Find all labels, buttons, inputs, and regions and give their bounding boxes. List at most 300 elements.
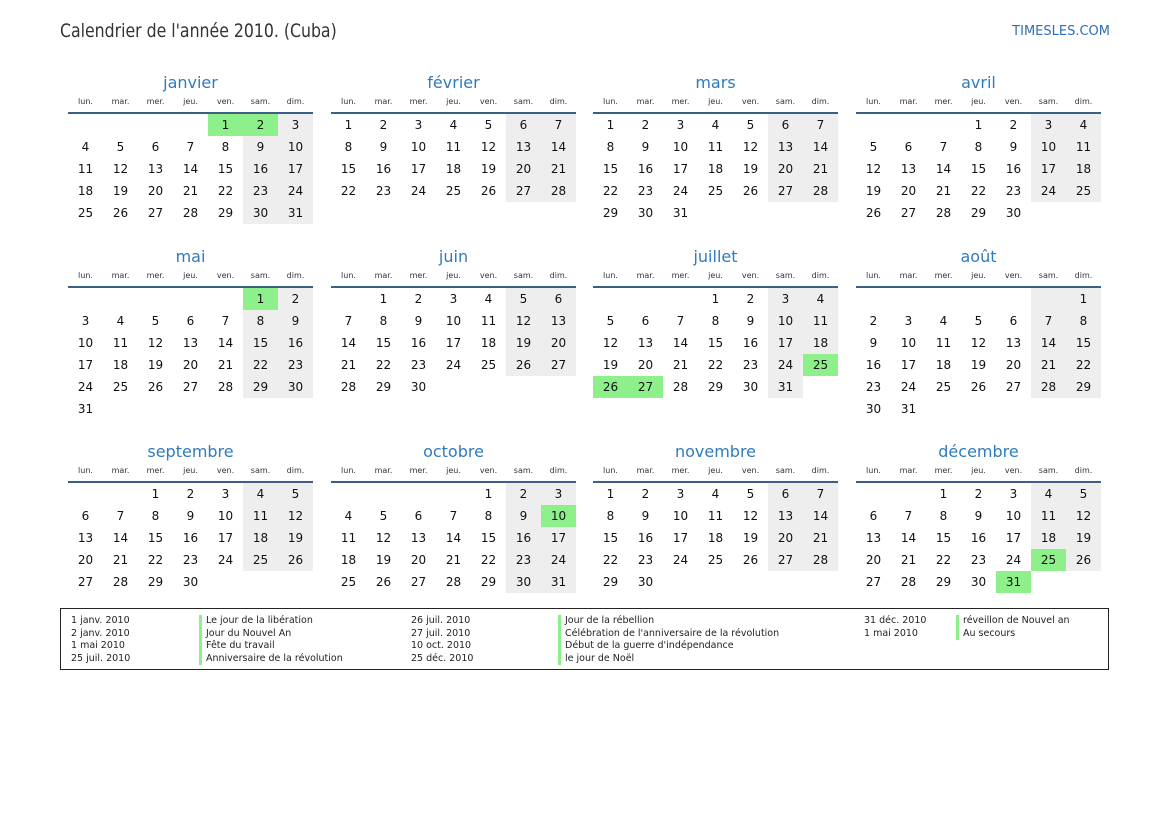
day-cell: 8 [344,140,353,154]
day-cell: 28 [541,180,576,202]
day-cell: 6 [1009,314,1018,328]
month-name: août [960,247,997,266]
day-cell: 27 [77,575,94,589]
legend-date: 1 janv. 2010 [71,615,130,626]
legend-holiday-name: Fête du travail [199,640,343,653]
day-cell: 2 [974,487,983,501]
day-cell: 20 [182,358,199,372]
day-cell: 8 [243,310,278,332]
legend-holiday-name: Au secours [956,628,1070,641]
day-cell: 23 [375,184,392,198]
day-cell: 13 [147,162,164,176]
day-cell: 16 [278,332,313,354]
empty-cell [1031,288,1066,310]
month-name: mai [175,247,206,266]
day-cell: 13 [900,162,917,176]
day-cell: 15 [1066,332,1101,354]
empty-cell [103,114,138,136]
day-cell: 31 [278,202,313,224]
day-cell: 27 [768,549,803,571]
day-cell: 30 [742,380,759,394]
weekday-header: ven. [741,97,760,106]
weekday-header: mar. [111,466,130,475]
empty-cell [103,288,138,310]
day-cell: 5 [379,509,388,523]
day-cell: 25 [480,358,497,372]
day-cell: 9 [278,310,313,332]
day-cell: 29 [1066,376,1101,398]
day-cell: 11 [77,162,94,176]
empty-cell [996,398,1031,420]
day-cell: 13 [410,531,427,545]
weekday-header: mer. [671,97,690,106]
day-cell: 8 [484,509,493,523]
day-cell: 25 [1031,549,1066,571]
weekday-header: sam. [250,271,271,280]
day-cell: 19 [970,358,987,372]
day-cell: 21 [1031,354,1066,376]
day-cell: 22 [375,358,392,372]
day-cell: 26 [970,380,987,394]
empty-cell [891,114,926,136]
day-cell: 1 [939,487,948,501]
site-link[interactable]: TIMESLES.COM [1012,24,1110,39]
day-cell: 27 [865,575,882,589]
weekday-header: dim. [1074,466,1093,475]
weekday-header: jeu. [971,97,986,106]
weekday-header: jeu. [183,97,198,106]
day-cell: 9 [641,140,650,154]
day-cell: 17 [541,527,576,549]
month-days-grid [68,463,313,593]
empty-cell [856,114,891,136]
month-11 [856,441,1101,593]
day-cell: 6 [81,509,90,523]
day-cell: 16 [970,531,987,545]
day-cell: 7 [904,509,913,523]
day-cell: 30 [506,571,541,593]
day-cell: 28 [803,180,838,202]
day-cell: 21 [803,527,838,549]
day-cell: 25 [77,206,94,220]
weekday-header: jeu. [971,466,986,475]
month-4 [68,246,313,420]
day-cell: 23 [243,180,278,202]
day-cell: 23 [865,380,882,394]
day-cell: 4 [449,118,458,132]
day-cell: 5 [278,483,313,505]
day-cell: 17 [217,531,234,545]
weekday-header: lun. [603,271,618,280]
month-1 [331,72,576,202]
holiday-legend [60,608,1109,670]
day-cell: 18 [707,531,724,545]
empty-cell [278,571,313,593]
day-cell: 24 [1031,180,1066,202]
day-cell: 4 [1066,114,1101,136]
day-cell: 22 [480,553,497,567]
empty-cell [856,483,891,505]
day-cell: 20 [900,184,917,198]
weekday-header: jeu. [446,466,461,475]
day-cell: 1 [243,288,278,310]
month-days-grid [856,268,1101,420]
day-cell: 22 [707,358,724,372]
day-cell: 2 [869,314,878,328]
weekday-header: dim. [549,466,568,475]
day-cell: 4 [81,140,90,154]
day-cell: 2 [506,483,541,505]
day-cell: 30 [410,380,427,394]
weekday-header: dim. [286,466,305,475]
day-cell: 22 [217,184,234,198]
day-cell: 21 [340,358,357,372]
month-9 [331,441,576,593]
day-cell: 28 [182,206,199,220]
weekday-header: mar. [111,271,130,280]
weekday-header: ven. [216,271,235,280]
day-cell: 20 [1005,358,1022,372]
day-cell: 21 [217,358,234,372]
day-cell: 14 [803,136,838,158]
day-cell: 15 [375,336,392,350]
empty-cell [698,571,733,593]
day-cell: 6 [768,483,803,505]
empty-cell [663,288,698,310]
weekday-header: dim. [549,271,568,280]
day-cell: 5 [746,118,755,132]
day-cell: 28 [672,380,689,394]
empty-cell [926,114,961,136]
day-cell: 4 [711,118,720,132]
day-cell: 11 [480,314,497,328]
day-cell: 14 [182,162,199,176]
weekday-header: mar. [636,466,655,475]
day-cell: 18 [77,184,94,198]
day-cell: 26 [742,553,759,567]
empty-cell [103,398,138,420]
day-cell: 18 [112,358,129,372]
legend-holiday-name: Jour de la rébellion [558,615,779,628]
weekday-header: sam. [1038,466,1059,475]
day-cell: 18 [803,332,838,354]
day-cell: 2 [641,118,650,132]
weekday-header: dim. [1074,97,1093,106]
day-cell: 8 [606,140,615,154]
day-cell: 16 [375,162,392,176]
day-cell: 23 [637,553,654,567]
day-cell: 28 [340,380,357,394]
day-cell: 15 [707,336,724,350]
weekday-header: lun. [78,271,93,280]
weekday-header: dim. [549,97,568,106]
weekday-header: dim. [811,466,830,475]
day-cell: 7 [803,483,838,505]
day-cell: 13 [506,136,541,158]
empty-cell [68,288,103,310]
day-cell: 3 [541,483,576,505]
weekday-header: mar. [111,97,130,106]
day-cell: 17 [672,162,689,176]
month-6 [593,246,838,398]
day-cell: 16 [742,336,759,350]
day-cell: 15 [340,162,357,176]
day-cell: 15 [602,531,619,545]
day-cell: 1 [1066,288,1101,310]
empty-cell [173,288,208,310]
day-cell: 19 [112,184,129,198]
day-cell: 9 [641,509,650,523]
day-cell: 6 [186,314,195,328]
weekday-header: dim. [811,97,830,106]
weekday-header: lun. [341,271,356,280]
empty-cell [243,571,278,593]
day-cell: 14 [935,162,952,176]
day-cell: 23 [637,184,654,198]
day-cell: 9 [414,314,423,328]
day-cell: 7 [344,314,353,328]
day-cell: 3 [1031,114,1066,136]
day-cell: 4 [1031,483,1066,505]
month-name: septembre [147,442,234,461]
day-cell: 22 [602,553,619,567]
weekday-header: mar. [374,97,393,106]
legend-names-col-1 [199,615,343,665]
day-cell: 14 [672,336,689,350]
empty-cell [996,288,1031,310]
day-cell: 3 [221,487,230,501]
empty-cell [733,202,768,224]
day-cell: 16 [410,336,427,350]
day-cell: 15 [147,531,164,545]
day-cell: 19 [1066,527,1101,549]
day-cell: 28 [112,575,129,589]
day-cell: 27 [506,180,541,202]
legend-holiday-name: le jour de Noël [558,653,779,666]
day-cell: 29 [147,575,164,589]
empty-cell [926,288,961,310]
day-cell: 31 [77,402,94,416]
month-name: mars [695,73,736,92]
day-cell: 8 [974,140,983,154]
weekday-header: mer. [409,97,428,106]
day-cell: 29 [602,206,619,220]
day-cell: 16 [506,527,541,549]
day-cell: 12 [112,162,129,176]
weekday-header: dim. [1074,271,1093,280]
day-cell: 23 [742,358,759,372]
day-cell: 3 [904,314,913,328]
weekday-header: mer. [146,271,165,280]
day-cell: 10 [278,136,313,158]
empty-cell [768,202,803,224]
day-cell: 19 [602,358,619,372]
empty-cell [208,398,243,420]
legend-holiday-name: Célébration de l'anniversaire de la révolution [558,628,779,641]
day-cell: 24 [900,380,917,394]
day-cell: 19 [742,531,759,545]
weekday-header: sam. [775,466,796,475]
day-cell: 18 [707,162,724,176]
day-cell: 17 [672,531,689,545]
day-cell: 22 [602,184,619,198]
day-cell: 24 [217,553,234,567]
day-cell: 20 [768,527,803,549]
day-cell: 19 [480,162,497,176]
day-cell: 11 [1031,505,1066,527]
weekday-header: mar. [899,97,918,106]
day-cell: 18 [445,162,462,176]
day-cell: 7 [116,509,125,523]
day-cell: 25 [340,575,357,589]
weekday-header: sam. [513,466,534,475]
day-cell: 14 [541,136,576,158]
month-days-grid [68,268,313,420]
day-cell: 29 [935,575,952,589]
legend-date: 27 juil. 2010 [411,627,471,639]
legend-date: 1 mai 2010 [71,640,125,652]
day-cell: 22 [1066,354,1101,376]
day-cell: 19 [375,553,392,567]
empty-cell [103,483,138,505]
day-cell: 12 [480,140,497,154]
day-cell: 8 [151,509,160,523]
day-cell: 19 [147,358,164,372]
weekday-header: mer. [409,466,428,475]
day-cell: 25 [1066,180,1101,202]
legend-date: 25 juil. 2010 [71,652,131,664]
day-cell: 12 [742,140,759,154]
weekday-header: mar. [374,466,393,475]
empty-cell [926,398,961,420]
day-cell: 25 [803,354,838,376]
day-cell: 20 [637,358,654,372]
day-cell: 22 [147,553,164,567]
day-cell: 8 [939,509,948,523]
day-cell: 14 [1031,332,1066,354]
weekday-header: jeu. [446,271,461,280]
day-cell: 14 [803,505,838,527]
day-cell: 5 [606,314,615,328]
empty-cell [803,571,838,593]
day-cell: 22 [243,354,278,376]
month-3 [856,72,1101,224]
day-cell: 10 [900,336,917,350]
day-cell: 4 [243,483,278,505]
day-cell: 30 [637,575,654,589]
empty-cell [138,114,173,136]
day-cell: 25 [112,380,129,394]
day-cell: 29 [480,575,497,589]
day-cell: 2 [186,487,195,501]
day-cell: 14 [340,336,357,350]
day-cell: 10 [672,140,689,154]
legend-holiday-name: Anniversaire de la révolution [199,653,343,666]
day-cell: 8 [379,314,388,328]
day-cell: 2 [414,292,423,306]
day-cell: 24 [541,549,576,571]
weekday-header: sam. [250,466,271,475]
legend-date: 1 mai 2010 [864,627,918,639]
month-days-grid [331,268,576,398]
day-cell: 8 [221,140,230,154]
legend-date: 2 janv. 2010 [71,627,130,639]
weekday-header: mar. [374,271,393,280]
day-cell: 4 [344,509,353,523]
day-cell: 3 [449,292,458,306]
day-cell: 21 [112,553,129,567]
day-cell: 17 [410,162,427,176]
day-cell: 20 [506,158,541,180]
day-cell: 9 [379,140,388,154]
day-cell: 12 [278,505,313,527]
month-5 [331,246,576,398]
day-cell: 21 [445,553,462,567]
day-cell: 17 [900,358,917,372]
day-cell: 26 [480,184,497,198]
month-name: décembre [938,442,1019,461]
day-cell: 9 [1009,140,1018,154]
month-7 [856,246,1101,420]
weekday-header: mer. [146,466,165,475]
day-cell: 27 [900,206,917,220]
legend-date: 26 juil. 2010 [411,615,471,626]
day-cell: 27 [768,180,803,202]
weekday-header: lun. [341,97,356,106]
empty-cell [366,483,401,505]
day-cell: 23 [182,553,199,567]
day-cell: 22 [970,184,987,198]
day-cell: 6 [641,314,650,328]
day-cell: 14 [217,336,234,350]
weekday-header: sam. [513,271,534,280]
day-cell: 16 [637,162,654,176]
day-cell: 28 [445,575,462,589]
day-cell: 17 [1031,158,1066,180]
day-cell: 30 [182,575,199,589]
day-cell: 14 [900,531,917,545]
empty-cell [68,114,103,136]
weekday-header: ven. [216,466,235,475]
legend-names-col-2 [558,615,779,665]
empty-cell [856,288,891,310]
empty-cell [961,288,996,310]
month-days-grid [331,94,576,202]
day-cell: 22 [935,553,952,567]
day-cell: 17 [278,158,313,180]
day-cell: 10 [1005,509,1022,523]
weekday-header: jeu. [708,97,723,106]
day-cell: 20 [768,158,803,180]
day-cell: 12 [602,336,619,350]
day-cell: 7 [449,509,458,523]
day-cell: 20 [865,553,882,567]
weekday-header: mer. [934,271,953,280]
weekday-header: dim. [286,97,305,106]
day-cell: 25 [445,184,462,198]
day-cell: 10 [77,336,94,350]
day-cell: 11 [445,140,462,154]
day-cell: 15 [480,531,497,545]
empty-cell [803,202,838,224]
day-cell: 4 [711,487,720,501]
day-cell: 7 [939,140,948,154]
day-cell: 9 [974,509,983,523]
day-cell: 6 [904,140,913,154]
weekday-header: mar. [899,271,918,280]
empty-cell [1031,398,1066,420]
empty-cell [138,288,173,310]
